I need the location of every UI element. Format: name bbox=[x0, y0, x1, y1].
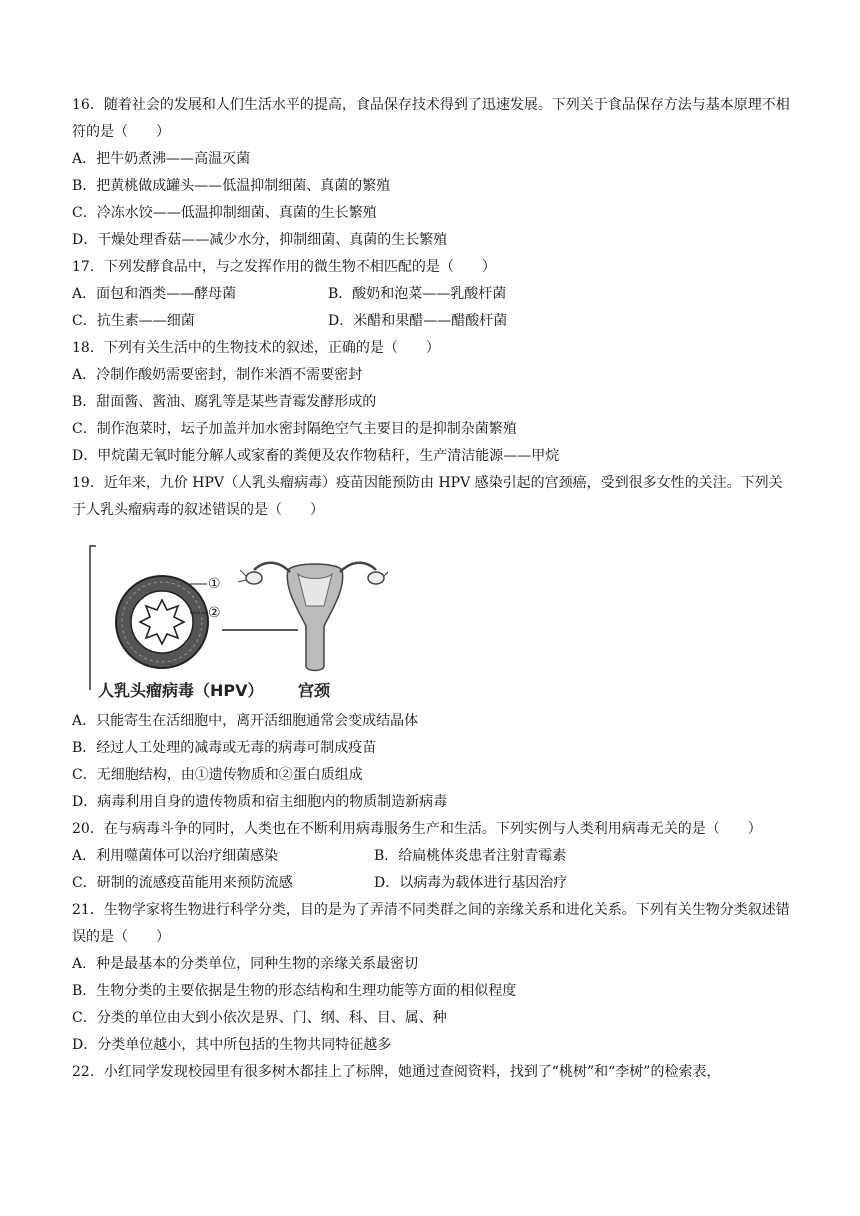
q19-option-b: B．经过人工处理的减毒或无毒的病毒可制成疫苗 bbox=[72, 740, 377, 756]
q17-option-b: B．酸奶和泡菜——乳酸杆菌 bbox=[328, 286, 507, 302]
q16-option-d: D．干燥处理香菇——减少水分，抑制细菌、真菌的生长繁殖 bbox=[72, 232, 448, 248]
q17-stem: 17．下列发酵食品中，与之发挥作用的微生物不相匹配的是（ ） bbox=[72, 259, 496, 275]
q17-option-d: D．米醋和果醋——醋酸杆菌 bbox=[328, 313, 508, 329]
q19-option-c: C．无细胞结构，由①遗传物质和②蛋白质组成 bbox=[72, 767, 363, 783]
q21-stem: 21．生物学家将生物进行科学分类，目的是为了弄清不同类群之间的亲缘关系和进化关系。下列有关生物分类叙述错误的是（ ） bbox=[72, 902, 790, 945]
q20-stem: 20．在与病毒斗争的同时，人类也在不断利用病毒服务生产和生活。下列实例与人类利用病毒无关的是（ ） bbox=[72, 821, 762, 837]
q21-option-a: A．种是最基本的分类单位，同种生物的亲缘关系最密切 bbox=[72, 956, 419, 972]
q20-option-c: C．研制的流感疫苗能用来预防流感 bbox=[72, 875, 293, 891]
marker-2: ② bbox=[208, 605, 221, 621]
q19-option-d: D．病毒利用自身的遗传物质和宿主细胞内的物质制造新病毒 bbox=[72, 794, 448, 810]
q21-option-c: C．分类的单位由大到小依次是界、门、纲、科、目、属、种 bbox=[72, 1010, 447, 1026]
q20-option-a: A．利用噬菌体可以治疗细菌感染 bbox=[72, 848, 279, 864]
q17-options-row-1 bbox=[72, 281, 794, 308]
hpv-figure bbox=[88, 540, 388, 700]
q19-stem: 19．近年来，九价 HPV（人乳头瘤病毒）疫苗因能预防由 HPV 感染引起的宫颈癌，受到很多女性的关注。下列关于人乳头瘤病毒的叙述错误的是（ ） bbox=[72, 475, 783, 518]
q18-option-d: D．甲烷菌无氧时能分解人或家畜的粪便及农作物秸秆，生产清洁能源——甲烷 bbox=[72, 448, 560, 464]
q16-option-c: C．冷冻水饺——低温抑制细菌、真菌的生长繁殖 bbox=[72, 205, 377, 221]
q20-option-b: B．给扁桃体炎患者注射青霉素 bbox=[374, 848, 567, 864]
q19-option-a: A．只能寄生在活细胞中，离开活细胞通常会变成结晶体 bbox=[72, 713, 419, 729]
marker-1: ① bbox=[208, 576, 221, 592]
q17-option-a: A．面包和酒类——酵母菌 bbox=[72, 286, 237, 302]
q17-option-c: C．抗生素——细菌 bbox=[72, 313, 195, 329]
question-list bbox=[72, 92, 794, 1086]
q20-option-d: D．以病毒为载体进行基因治疗 bbox=[374, 875, 568, 891]
hpv-diagram-image bbox=[88, 540, 388, 700]
q20-options-row-1 bbox=[72, 843, 794, 870]
q22-stem: 22．小红同学发现校园里有很多树木都挂上了标牌，她通过查阅资料，找到了“桃树”和“李树”的检索表， bbox=[72, 1064, 721, 1080]
q16-stem: 16．随着社会的发展和人们生活水平的提高，食品保存技术得到了迅速发展。下列关于食品保存方法与基本原理不相符的是（ ） bbox=[72, 97, 790, 140]
q20-options-row-2 bbox=[72, 870, 794, 897]
q18-option-a: A．冷制作酸奶需要密封，制作米酒不需要密封 bbox=[72, 367, 363, 383]
q17-options-row-2 bbox=[72, 308, 794, 335]
q18-option-c: C．制作泡菜时，坛子加盖并加水密封隔绝空气主要目的是抑制杂菌繁殖 bbox=[72, 421, 517, 437]
q21-option-b: B．生物分类的主要依据是生物的形态结构和生理功能等方面的相似程度 bbox=[72, 983, 517, 999]
q16-option-b: B．把黄桃做成罐头——低温抑制细菌、真菌的繁殖 bbox=[72, 178, 391, 194]
q18-stem: 18．下列有关生活中的生物技术的叙述，正确的是（ ） bbox=[72, 340, 440, 356]
q16-option-a: A．把牛奶煮沸——高温灭菌 bbox=[72, 151, 251, 167]
virus-label: 人乳头瘤病毒（HPV） bbox=[98, 681, 264, 700]
q21-option-d: D．分类单位越小，其中所包括的生物共同特征越多 bbox=[72, 1037, 392, 1053]
organ-label: 宫颈 bbox=[298, 681, 331, 700]
q18-option-b: B．甜面酱、酱油、腐乳等是某些青霉发酵形成的 bbox=[72, 394, 377, 410]
